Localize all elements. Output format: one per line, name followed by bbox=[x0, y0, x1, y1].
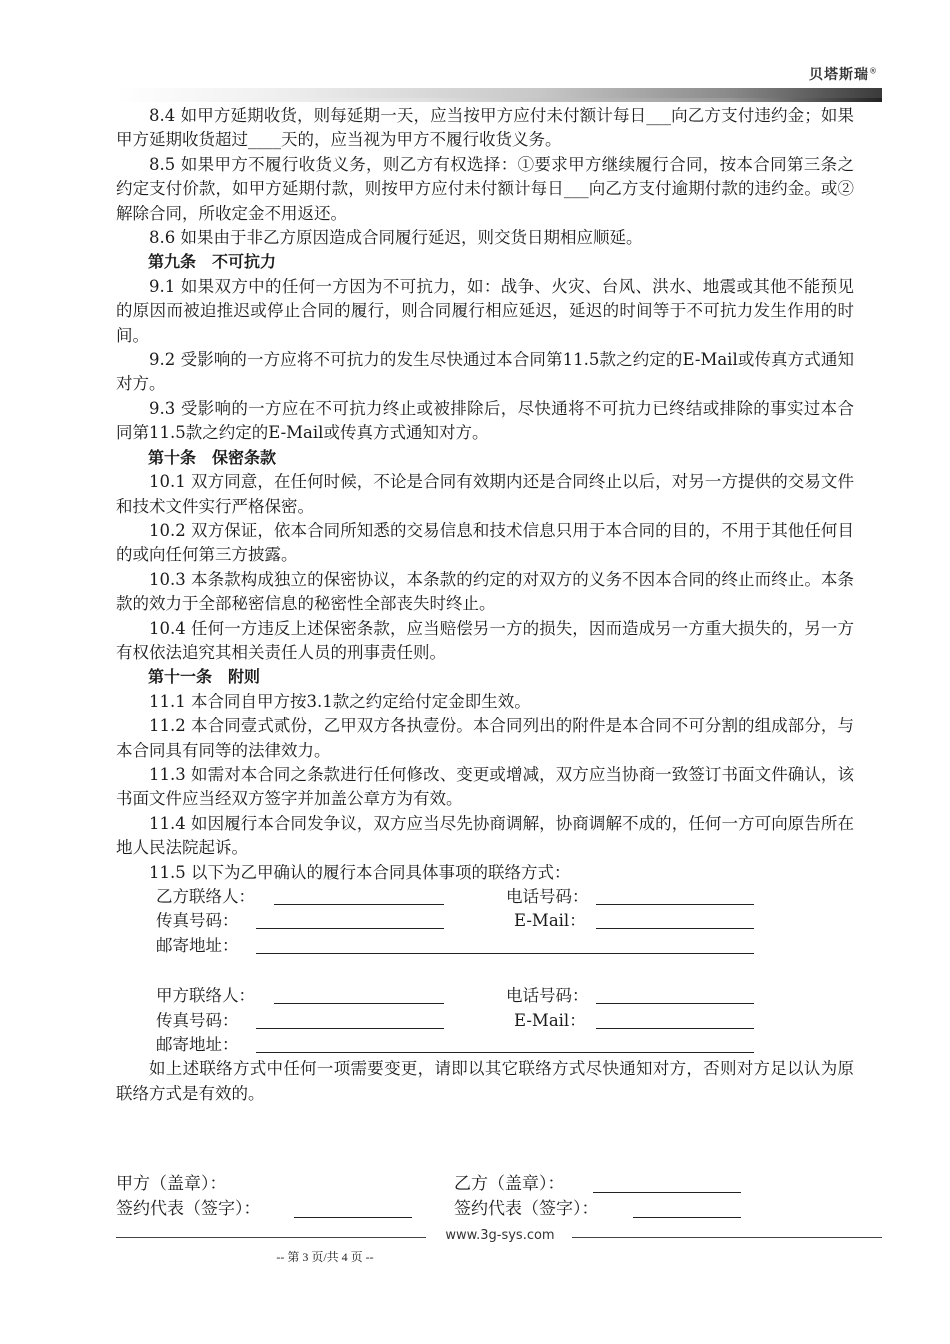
article-10-heading: 第十条 保密条款 bbox=[148, 447, 277, 467]
contact-change-notice: 如上述联络方式中任何一项需要变更，请即以其它联络方式尽快通知对方，否则对方足以认为原联络方式是有效的。 bbox=[116, 1059, 854, 1103]
party-b-fax-row bbox=[116, 909, 854, 933]
signature-block bbox=[116, 1172, 854, 1222]
party-b-rep-blank[interactable] bbox=[633, 1197, 741, 1218]
party-b-fax-label: 传真号码： bbox=[156, 911, 239, 931]
party-b-rep-label: 签约代表（签字）： bbox=[454, 1199, 599, 1219]
party-a-address-row bbox=[116, 1033, 854, 1057]
clause-11-5: 11.5 以下为乙甲确认的履行本合同具体事项的联络方式： bbox=[149, 862, 571, 882]
clause-11-4: 11.4 如因履行本合同发争议，双方应当尽先协商调解，协商调解不成的，任何一方可向原告所在地人民法院起诉。 bbox=[116, 813, 854, 858]
party-b-contact-row bbox=[116, 885, 854, 909]
party-b-address-row bbox=[116, 934, 854, 958]
party-a-fax-blank[interactable] bbox=[256, 1009, 444, 1029]
party-b-address-label: 邮寄地址： bbox=[156, 935, 239, 955]
party-a-phone-label: 电话号码： bbox=[506, 986, 589, 1006]
party-a-address-blank[interactable] bbox=[256, 1033, 754, 1053]
party-b-contact-label: 乙方联络人： bbox=[156, 887, 255, 906]
brand-name: 贝塔斯瑞 bbox=[809, 67, 869, 83]
header-gradient-rule bbox=[116, 98, 882, 102]
party-a-seal-label: 甲方（盖章）： bbox=[116, 1174, 227, 1194]
party-b-seal-label: 乙方（盖章）： bbox=[454, 1174, 565, 1194]
party-a-contact-label: 甲方联络人： bbox=[156, 986, 255, 1006]
footer-rule-left bbox=[116, 1237, 426, 1238]
clause-9-1: 9.1 如果双方中的任何一方因为不可抗力，如：战争、火灾、台风、洪水、地震或其他不能预见的原因而被迫推迟或停止合同的履行，则合同履行相应延迟，延迟的时间等于不可抗力发生作用的时间。 bbox=[116, 276, 854, 345]
party-a-email-label: E-Mail： bbox=[514, 1010, 586, 1030]
party-b-email-blank[interactable] bbox=[596, 909, 754, 929]
clause-8-5: 8.5 如果甲方不履行收货义务，则乙方有权选择：①要求甲方继续履行合同，按本合同第三条之约定支付价款，如甲方延期付款，则按甲方应付未付额计每日___向乙方支付逾期付款的违约金。或②解除合同，所收定金不用返还。 bbox=[116, 154, 854, 223]
party-a-rep-label: 签约代表（签字）： bbox=[116, 1199, 261, 1219]
footer-rule-right bbox=[572, 1237, 882, 1238]
article-11-heading: 第十一条 附则 bbox=[148, 667, 261, 687]
clause-9-3: 9.3 受影响的一方应在不可抗力终止或被排除后，尽快通将不可抗力已终结或排除的事实过本合同第11.5款之约定的E-Mail或传真方式通知对方。 bbox=[116, 398, 854, 443]
party-a-fax-label: 传真号码： bbox=[156, 1010, 239, 1030]
party-a-contact-blank[interactable] bbox=[274, 984, 444, 1004]
clause-10-1: 10.1 双方同意，在任何时候，不论是合同有效期内还是合同终止以后，对另一方提供的交易文件和技术文件实行严格保密。 bbox=[116, 472, 854, 516]
contact-spacer bbox=[116, 958, 854, 984]
clause-10-2: 10.2 双方保证，依本合同所知悉的交易信息和技术信息只用于本合同的目的，不用于其他任何目的或向任何第三方披露。 bbox=[116, 520, 854, 565]
clause-10-3: 10.3 本条款构成独立的保密协议，本条款的约定的对双方的义务不因本合同的终止而终止。本条款的效力于全部秘密信息的秘密性全部丧失时终止。 bbox=[116, 569, 854, 614]
party-b-email-label: E-Mail： bbox=[514, 911, 586, 931]
clause-9-2: 9.2 受影响的一方应将不可抗力的发生尽快通过本合同第11.5款之约定的E-Mail或传真方式通知对方。 bbox=[116, 350, 854, 394]
party-a-contact-row bbox=[116, 984, 854, 1008]
header-gradient-bar bbox=[116, 88, 882, 98]
footer-url[interactable]: www.3g-sys.com bbox=[445, 1228, 555, 1243]
seal-row bbox=[116, 1172, 854, 1197]
party-b-phone-blank[interactable] bbox=[596, 885, 754, 905]
clause-11-1: 11.1 本合同自甲方按3.1款之约定给付定金即生效。 bbox=[149, 691, 531, 711]
contract-body bbox=[116, 104, 854, 1106]
party-a-address-label: 邮寄地址： bbox=[156, 1034, 239, 1054]
party-a-email-blank[interactable] bbox=[596, 1009, 754, 1029]
party-b-address-blank[interactable] bbox=[256, 934, 754, 954]
page-number: -- 第 3 页/共 4 页 -- bbox=[276, 1250, 374, 1264]
party-b-seal-blank[interactable] bbox=[593, 1172, 741, 1193]
clause-11-2: 11.2 本合同壹式贰份，乙甲双方各执壹份。本合同列出的附件是本合同不可分割的组成部分，与本合同具有同等的法律效力。 bbox=[116, 716, 854, 760]
clause-8-4: 8.4 如甲方延期收货，则每延期一天，应当按甲方应付未付额计每日___向乙方支付违约金；如果甲方延期收货超过____天的，应当视为甲方不履行收货义务。 bbox=[116, 106, 854, 150]
clause-10-4: 10.4 任何一方违反上述保密条款，应当赔偿另一方的损失，因而造成另一方重大损失的，另一方有权依法追究其相关责任人员的刑事责任则。 bbox=[116, 618, 854, 662]
party-b-contact-blank[interactable] bbox=[274, 885, 444, 905]
registered-mark: ® bbox=[869, 66, 878, 76]
party-a-phone-blank[interactable] bbox=[596, 984, 754, 1004]
party-b-fax-blank[interactable] bbox=[256, 909, 444, 929]
party-b-phone-label: 电话号码： bbox=[506, 887, 589, 906]
representative-row bbox=[116, 1197, 854, 1222]
party-a-fax-row bbox=[116, 1009, 854, 1033]
party-a-rep-blank[interactable] bbox=[294, 1197, 412, 1218]
clause-11-3: 11.3 如需对本合同之条款进行任何修改、变更或增减，双方应当协商一致签订书面文件确认，该书面文件应当经双方签字并加盖公章方为有效。 bbox=[116, 764, 854, 809]
article-9-heading: 第九条 不可抗力 bbox=[148, 252, 277, 272]
brand-logo bbox=[809, 64, 878, 84]
clause-8-6: 8.6 如果由于非乙方原因造成合同履行延迟，则交货日期相应顺延。 bbox=[149, 228, 643, 248]
